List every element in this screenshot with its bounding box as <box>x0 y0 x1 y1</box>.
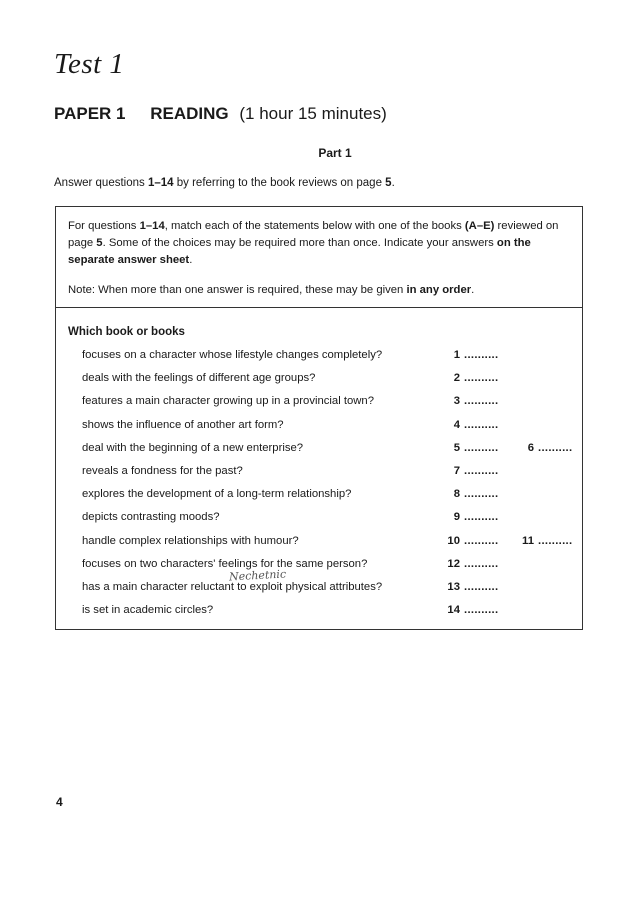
instr-part-5: reviewed on page <box>68 220 559 249</box>
question-number: 12 <box>447 557 460 570</box>
instr-books-range: (A–E) <box>464 220 495 232</box>
answer-blank[interactable]: .......... <box>464 557 499 570</box>
note-post: . <box>471 284 475 296</box>
intro-text <box>54 177 395 189</box>
instr-answer-sheet: on the separate answer sheet <box>68 237 531 266</box>
part-heading <box>0 146 638 160</box>
question-row <box>82 442 577 460</box>
question-text: has a main character reluctant to exploit physical attributes? <box>82 581 383 593</box>
intro-page: 5 <box>385 177 392 189</box>
intro-post: . <box>391 177 395 189</box>
question-text: focuses on two characters' feelings for the same person? <box>82 557 368 570</box>
question-row <box>82 372 577 390</box>
box-divider <box>56 307 582 308</box>
answer-blank[interactable]: .......... <box>464 581 499 593</box>
duration-label: (1 hour 15 minutes) <box>239 104 387 123</box>
questions-box <box>55 206 583 630</box>
question-text: features a main character growing up in a provincial town? <box>82 395 374 408</box>
question-row <box>82 604 577 622</box>
question-number: 4 <box>453 418 460 431</box>
question-text: explores the development of a long-term relationship? <box>82 488 352 501</box>
intro-range: 1–14 <box>147 177 174 189</box>
instr-part-7: . Some of the choices may be required more than once. Indicate your answers <box>102 237 497 249</box>
answer-blank-second[interactable]: .......... <box>538 534 573 547</box>
question-text: deal with the beginning of a new enterprise? <box>82 441 304 454</box>
answer-blank[interactable]: .......... <box>464 349 499 361</box>
answer-blank[interactable]: .......... <box>464 534 499 547</box>
instr-part-3: , match each of the statements below with one of the books <box>164 220 465 232</box>
answer-blank[interactable]: .......... <box>464 465 499 477</box>
question-row <box>82 535 577 553</box>
note-text <box>68 284 474 296</box>
answer-blank[interactable]: .......... <box>464 604 499 617</box>
question-text: shows the influence of another art form? <box>82 418 284 431</box>
question-number-second: 11 <box>522 534 534 547</box>
question-number: 2 <box>453 372 460 385</box>
instr-page: 5 <box>96 237 103 249</box>
note-bold: in any order <box>406 284 472 296</box>
instr-part-1: For questions <box>68 220 140 232</box>
question-text: reveals a fondness for the past? <box>82 465 243 477</box>
paper-heading <box>54 104 387 124</box>
question-row <box>82 395 577 413</box>
answer-blank[interactable]: .......... <box>464 395 499 408</box>
intro-pre: Answer questions <box>54 177 148 189</box>
question-text: focuses on a character whose lifestyle changes completely? <box>82 349 383 361</box>
handwritten-note: Nechetnic <box>228 567 287 584</box>
part-label: Part 1 <box>318 146 352 160</box>
answer-blank[interactable]: .......... <box>464 488 499 501</box>
section-label: READING <box>150 104 229 123</box>
question-number: 9 <box>453 511 460 524</box>
which-heading: Which book or books <box>68 326 185 338</box>
answer-blank[interactable]: .......... <box>464 372 499 385</box>
question-number: 8 <box>453 488 460 501</box>
instr-part-9: . <box>189 254 193 266</box>
question-row <box>82 419 577 437</box>
question-number: 3 <box>453 395 460 408</box>
question-row <box>82 349 577 367</box>
question-number: 7 <box>453 465 460 477</box>
answer-blank[interactable]: .......... <box>464 418 499 431</box>
question-number: 14 <box>447 604 460 617</box>
instructions-text <box>68 218 573 269</box>
question-row <box>82 567 577 599</box>
question-row <box>82 465 577 483</box>
question-number: 1 <box>453 349 460 361</box>
question-text: is set in academic circles? <box>82 604 214 617</box>
note-pre: Note: When more than one answer is required, these may be given <box>68 284 407 296</box>
question-text: handle complex relationships with humour? <box>82 534 299 547</box>
page-number: 4 <box>56 795 63 809</box>
question-number-second: 6 <box>527 441 534 454</box>
question-row <box>82 558 577 576</box>
instr-range: 1–14 <box>139 220 165 232</box>
question-text: deals with the feelings of different age groups? <box>82 372 316 385</box>
question-number: 10 <box>447 534 460 547</box>
question-number: 13 <box>447 581 460 593</box>
question-text: depicts contrasting moods? <box>82 511 220 524</box>
answer-blank[interactable]: .......... <box>464 441 499 454</box>
question-row <box>82 511 577 529</box>
answer-blank-second[interactable]: .......... <box>538 441 573 454</box>
paper-label: PAPER 1 <box>54 104 126 123</box>
intro-mid: by referring to the book reviews on page <box>173 177 386 189</box>
page-title: Test 1 <box>54 48 125 80</box>
question-row <box>82 488 577 506</box>
answer-blank[interactable]: .......... <box>464 511 499 524</box>
question-number: 5 <box>453 441 460 454</box>
